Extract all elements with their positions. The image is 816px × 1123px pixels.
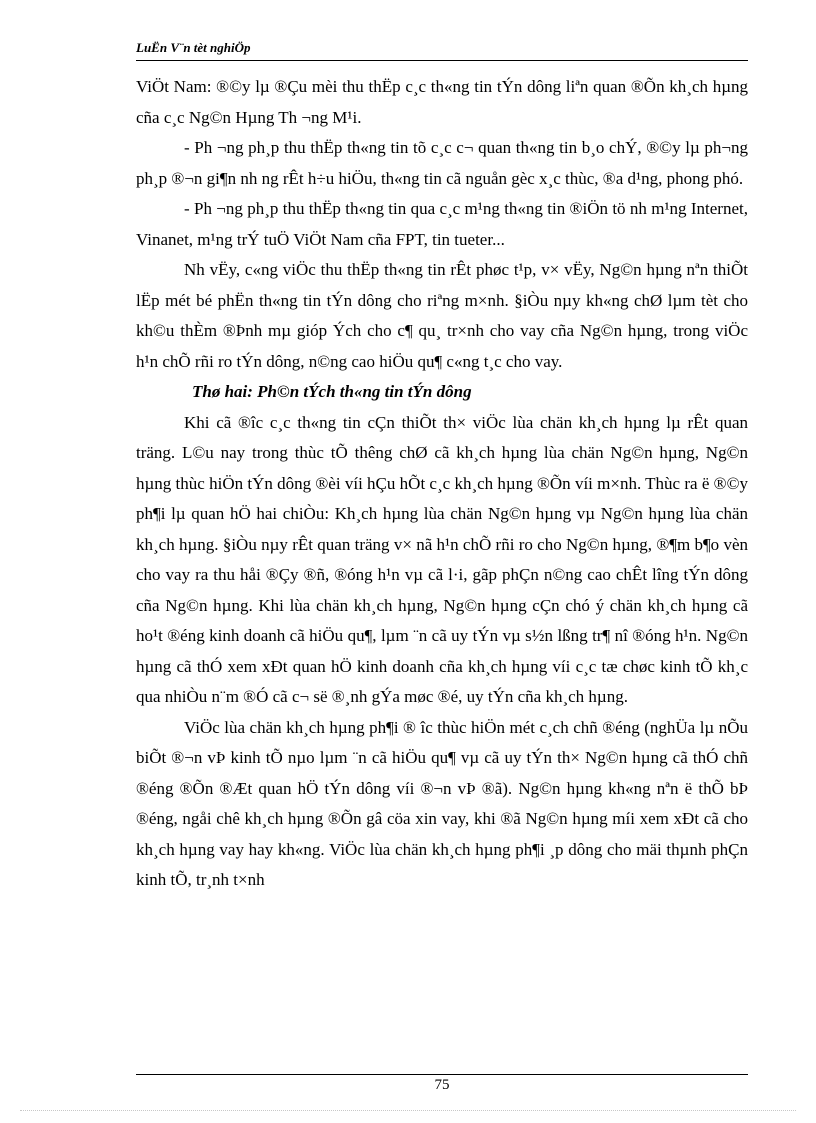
page-header bbox=[136, 38, 748, 61]
paragraph-info-department: Nh vËy, c«ng viÖc thu thËp th«ng tin rÊt phøc t¹p, v× vËy, Ng©n hµng nªn thiÕt lËp mét bé phËn th«ng tin tÝn dông cho riªng m×nh. §iÒu nµy kh«ng chØ lµm tèt cho kh©u thÈm ®Þnh mµ gióp Ých cho c¶ qu¸ tr×nh cho vay cña Ng©n hµng, trong viÖc h¹n chÕ rñi ro tÝn dông, n©ng cao hiÖu qu¶ c«ng t¸c cho vay. bbox=[136, 260, 748, 371]
paragraph-info-center: ViÖt Nam: ®©y lµ ®Çu mèi thu thËp c¸c th«ng tin tÝn dông liªn quan ®Õn kh¸ch hµng cña c¸c Ng©n Hµng Th ¬ng M¹i. bbox=[136, 77, 748, 127]
section-heading: Thø hai: Ph©n tÝch th«ng tin tÝn dông bbox=[192, 382, 472, 401]
paragraph-customer-selection: Khi cã ®îc c¸c th«ng tin cÇn thiÕt th× viÖc lùa chän kh¸ch hµng lµ rÊt quan träng. L©u nay trong thùc tÕ thêng chØ cã kh¸ch hµng lùa chän Ng©n hµng, Ng©n hµng thùc hiÖn tÝn dông ®èi víi hÇu hÕt c¸c kh¸ch hµng ®Õn víi m×nh. Thùc ra ë ®©y ph¶i lµ quan hÖ hai chiÒu: Kh¸ch hµng lùa chän Ng©n hµng vµ Ng©n hµng lùa chän kh¸ch hµng. §iÒu nµy rÊt quan träng v× nã h¹n chÕ rñi ro cho Ng©n hµng, ®¶m b¶o vèn cho vay ra thu håi ®Çy ®ñ, ®óng h¹n vµ cã l·i, gãp phÇn n©ng cao chÊt lîng tÝn dông cña Ng©n hµng. Khi lùa chän kh¸ch hµng, Ng©n hµng cÇn chó ý chän kh¸ch hµng cã ho¹t ®éng kinh doanh cã hiÖu qu¶, lµm ¨n cã uy tÝn vµ s½n lßng tr¶ nî ®óng h¹n. Ng©n hµng cã thÓ xem xÐt quan hÖ kinh doanh cña kh¸ch hµng víi c¸c tæ chøc kinh tÕ kh¸c qua nhiÒu n¨m ®Ó cã c¬ së ®¸nh gÝa møc ®é, uy tÝn cña kh¸ch hµng. bbox=[136, 412, 748, 706]
paragraph-proactive-selection: ViÖc lùa chän kh¸ch hµng ph¶i ® îc thùc hiÖn mét c¸ch chñ ®éng (nghÜa lµ nÕu biÕt ®¬n vÞ kinh tÕ nµo lµm ¨n cã hiÖu qu¶ vµ cã uy tÝn th× Ng©n hµng cã thÓ chñ ®éng ®Õn ®Æt quan hÖ tÝn dông víi ®¬n vÞ ®ã). Ng©n hµng kh«ng nªn ë thÕ bÞ ®éng, ngåi chê kh¸ch hµng ®Õn gâ cöa xin vay, khi ®ã Ng©n hµng míi xem xÐt cã cho kh¸ch hµng vay hay kh«ng. ViÖc lùa chän kh¸ch hµng ph¶i ¸p dông cho mäi thµnh phÇn kinh tÕ, tr¸nh t×nh bbox=[136, 717, 748, 889]
running-header-title: LuËn V¨n tèt nghiÖp bbox=[136, 40, 251, 55]
paragraph-network-method: - Ph ¬ng ph¸p thu thËp th«ng tin qua c¸c m¹ng th«ng tin ®iÖn tö nh m¹ng Internet, Vinanet, m¹ng trÝ tuÖ ViÖt Nam cña FPT, tin tueter... bbox=[136, 199, 748, 249]
document-body bbox=[136, 72, 748, 896]
paragraph-press-method: - Ph ¬ng ph¸p thu thËp th«ng tin tõ c¸c c¬ quan th«ng tin b¸o chÝ, ®©y lµ ph¬ng ph¸p ®¬n gi¶n nh ng rÊt h÷u hiÖu, th«ng tin cã nguån gèc x¸c thùc, ®a d¹ng, phong phó. bbox=[136, 138, 748, 188]
page-number: 75 bbox=[434, 1077, 450, 1093]
page-edge-divider bbox=[20, 1110, 796, 1111]
page-footer bbox=[136, 1074, 748, 1094]
